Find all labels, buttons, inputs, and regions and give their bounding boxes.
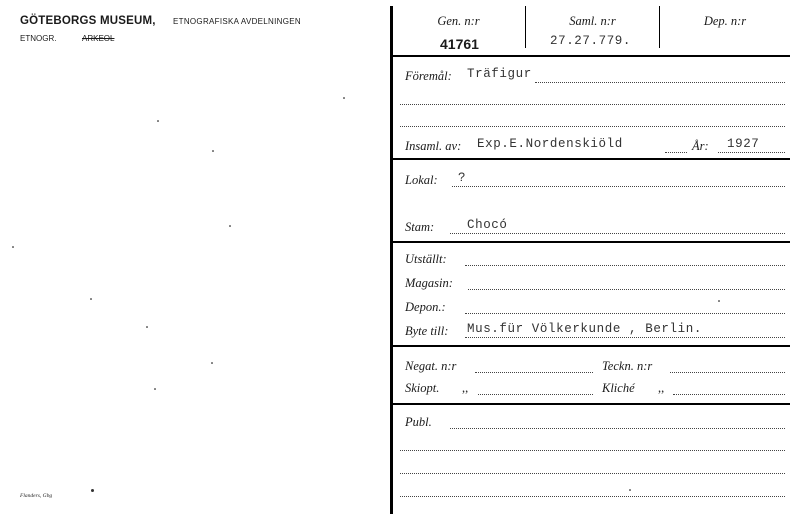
byte-value: Mus.für Völkerkunde , Berlin. — [467, 322, 702, 336]
ar-value: 1927 — [727, 137, 760, 151]
dotted-line — [400, 496, 785, 497]
divider — [390, 158, 790, 160]
speck — [12, 246, 14, 248]
speck — [157, 120, 159, 122]
divider — [390, 55, 790, 57]
department-name: ETNOGRAFISKA AVDELNINGEN — [173, 17, 301, 26]
speck — [90, 298, 92, 300]
speck — [211, 362, 213, 364]
arkeol-label: ARKEOL — [82, 34, 115, 43]
divider — [390, 403, 790, 405]
stam-label: Stam: — [405, 220, 435, 234]
ditto-mark: ,, — [658, 381, 665, 395]
dotted-line — [478, 394, 593, 395]
etnogr-label: ETNOGR. — [20, 34, 57, 43]
depon-label: Depon.: — [405, 300, 446, 314]
printer-mark: Flanders, Gbg — [20, 493, 53, 499]
dotted-line — [468, 289, 785, 290]
dotted-line — [400, 473, 785, 474]
speck — [91, 489, 94, 492]
dotted-line — [673, 394, 785, 395]
gen-nr-label: Gen. n:r — [437, 14, 480, 28]
magasin-label: Magasin: — [405, 276, 453, 290]
utstallt-label: Utställt: — [405, 252, 447, 266]
foremal-label: Föremål: — [405, 69, 452, 83]
dotted-line — [670, 372, 785, 373]
lokal-value: ? — [458, 171, 467, 185]
gen-nr-value: 41761 — [440, 36, 479, 52]
dotted-line — [465, 337, 785, 338]
dotted-line — [665, 152, 687, 153]
speck — [718, 300, 720, 302]
foremal-value: Träfigur — [467, 67, 532, 81]
speck — [154, 388, 156, 390]
dotted-line — [450, 428, 785, 429]
speck — [629, 489, 631, 491]
speck — [229, 225, 231, 227]
divider — [390, 241, 790, 243]
ditto-mark: ,, — [462, 381, 469, 395]
dep-nr-label: Dep. n:r — [703, 14, 747, 28]
speck — [343, 97, 345, 99]
dotted-line — [450, 233, 785, 234]
speck — [212, 150, 214, 152]
dotted-line — [465, 313, 785, 314]
dotted-line — [465, 265, 785, 266]
skiopt-label: Skiopt. — [405, 381, 440, 395]
teckn-label: Teckn. n:r — [602, 359, 653, 373]
insaml-value: Exp.E.Nordenskiöld — [477, 137, 623, 151]
saml-nr-label: Saml. n:r — [569, 14, 616, 28]
dotted-line — [452, 186, 785, 187]
card-left-border — [390, 6, 393, 514]
kliche-label: Kliché — [602, 381, 635, 395]
insaml-label: Insaml. av: — [405, 139, 462, 153]
stam-value: Chocó — [467, 218, 508, 232]
publ-label: Publ. — [405, 415, 432, 429]
byte-label: Byte till: — [405, 324, 449, 338]
ar-label: År: — [692, 139, 709, 153]
dotted-line — [718, 152, 785, 153]
lokal-label: Lokal: — [405, 173, 438, 187]
dotted-line — [400, 126, 785, 127]
dotted-line — [475, 372, 593, 373]
divider — [390, 345, 790, 347]
dotted-line — [535, 82, 785, 83]
museum-name: GÖTEBORGS MUSEUM, — [20, 15, 156, 27]
dotted-line — [400, 104, 785, 105]
dotted-line — [400, 450, 785, 451]
saml-nr-value: 27.27.779. — [550, 34, 632, 48]
negat-label: Negat. n:r — [405, 359, 457, 373]
speck — [146, 326, 148, 328]
